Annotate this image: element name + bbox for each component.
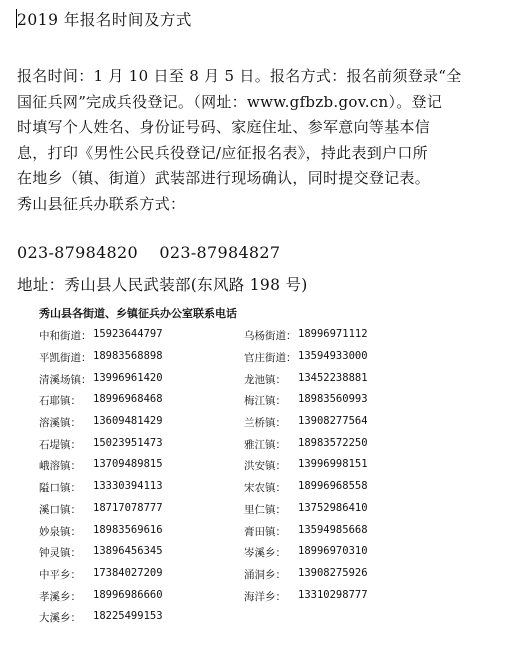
contact-phone: 13452238881 — [298, 371, 368, 384]
contact-phone: 15923644797 — [93, 328, 163, 341]
contact-phone: 18996968468 — [93, 393, 163, 406]
contact-row — [39, 499, 479, 521]
contact-row — [39, 347, 479, 369]
body-line: 报名时间：1 月 10 日至 8 月 5 日。报名方式：报名前须登录“全 — [17, 67, 462, 85]
contact-row — [39, 520, 479, 542]
contact-phone: 13709489815 — [93, 458, 163, 471]
contact-name: 孝溪乡： — [39, 590, 81, 603]
contact-row — [39, 607, 479, 629]
contact-name: 涌洞乡： — [244, 568, 286, 581]
contact-name: 平凯街道： — [39, 352, 92, 365]
contact-row — [39, 477, 479, 499]
contact-entry — [244, 393, 449, 408]
contact-entry — [244, 502, 449, 517]
contact-entry — [39, 589, 244, 604]
contact-row — [39, 433, 479, 455]
office-address: 地址：秀山县人民武装部(东风路 198 号) — [17, 276, 308, 294]
contact-name: 洪安镇： — [244, 460, 286, 473]
contact-entry — [244, 480, 449, 495]
body-line: 秀山县征兵办联系方式： — [17, 194, 186, 213]
contact-entry — [39, 328, 244, 343]
contact-name: 宋农镇： — [244, 482, 286, 495]
page-title: 2019 年报名时间及方式 — [17, 11, 192, 29]
contact-name: 钟灵镇： — [39, 547, 81, 560]
contact-phone: 18996971112 — [298, 328, 368, 341]
contact-name: 官庄街道： — [244, 352, 297, 365]
contact-entry — [39, 502, 244, 517]
contact-phone: 13752986410 — [298, 501, 368, 514]
contact-entry — [244, 589, 449, 604]
contact-entry — [39, 458, 244, 473]
contact-row — [39, 455, 479, 477]
contact-name: 峨溶镇： — [39, 460, 81, 473]
contact-phone: 18983568898 — [93, 350, 163, 363]
body-paragraph — [17, 64, 499, 217]
contact-name: 梅江镇： — [244, 395, 286, 408]
contact-phone: 18717078777 — [93, 501, 163, 514]
contact-row — [39, 412, 479, 434]
contact-entry — [39, 524, 244, 539]
body-line: 时填写个人姓名、身份证号码、家庭住址、参军意向等基本信 — [17, 118, 431, 136]
contact-name: 中平乡： — [39, 568, 81, 581]
contact-phone: 13609481429 — [93, 415, 163, 428]
contact-name: 溪口镇： — [39, 503, 81, 516]
contact-entry — [39, 415, 244, 430]
contact-entry — [244, 458, 449, 473]
contact-entry — [244, 524, 449, 539]
contact-phone: 13310298777 — [298, 588, 368, 601]
contact-entry — [244, 372, 449, 387]
contact-phone: 18983569616 — [93, 523, 163, 536]
contact-entry — [244, 437, 449, 452]
contact-entry — [244, 415, 449, 430]
contact-name: 膏田镇： — [244, 525, 286, 538]
contact-phone: 18996986660 — [93, 588, 163, 601]
contact-name: 石耶镇： — [39, 395, 81, 408]
contact-name: 石堤镇： — [39, 438, 81, 451]
contact-entry — [39, 393, 244, 408]
contact-entry — [244, 545, 449, 560]
office-phone: 023-87984820 — [17, 243, 138, 262]
contact-name: 中和街道： — [39, 330, 92, 343]
contact-phone: 13908275926 — [298, 566, 368, 579]
contact-phone: 17384027209 — [93, 566, 163, 579]
contact-phone: 18996970310 — [298, 545, 368, 558]
contact-entry — [39, 480, 244, 495]
contact-table — [39, 325, 479, 629]
contact-name: 里仁镇： — [244, 503, 286, 516]
contact-entry — [244, 350, 449, 365]
contact-entry — [39, 437, 244, 452]
contact-phone: 13996961420 — [93, 371, 163, 384]
contact-phone: 18983572250 — [298, 436, 368, 449]
office-phone: 023-87984827 — [159, 243, 281, 262]
contact-row — [39, 585, 479, 607]
contact-name: 岑溪乡： — [244, 547, 286, 560]
contact-phone: 13330394113 — [93, 480, 163, 493]
contact-entry — [244, 567, 449, 582]
contact-name: 溶溪镇： — [39, 417, 81, 430]
contact-name: 大溪乡： — [39, 612, 81, 625]
contact-phone: 13594933000 — [298, 350, 368, 363]
contact-row — [39, 390, 479, 412]
contact-name: 清溪场镇： — [39, 373, 92, 386]
contact-name: 妙泉镇： — [39, 525, 81, 538]
contact-phone: 15023951473 — [93, 436, 163, 449]
contact-name: 隘口镇： — [39, 482, 81, 495]
contact-phone: 13908277564 — [298, 415, 368, 428]
body-line: 息，打印《男性公民兵役登记/应征报名表》，持此表到户口所 — [17, 143, 428, 162]
contact-name: 乌杨街道： — [244, 330, 297, 343]
contact-row — [39, 564, 479, 586]
office-phones — [17, 243, 296, 262]
contact-entry — [39, 545, 244, 560]
contact-name: 雅江镇： — [244, 438, 286, 451]
contact-entry — [39, 567, 244, 582]
contact-row — [39, 368, 479, 390]
contact-row — [39, 542, 479, 564]
contact-entry — [39, 350, 244, 365]
contact-entry — [244, 328, 449, 343]
body-line: 在地乡（镇、街道）武装部进行现场确认，同时提交登记表。 — [17, 169, 431, 187]
body-line: 国征兵网”完成兵役登记。（网址：www.gfbzb.gov.cn）。登记 — [17, 92, 443, 111]
contact-phone: 18225499153 — [93, 610, 163, 623]
contact-phone: 13896456345 — [93, 545, 163, 558]
contact-phone: 13594985668 — [298, 523, 368, 536]
contact-name: 龙池镇： — [244, 373, 286, 386]
contact-phone: 18983560993 — [298, 393, 368, 406]
contact-name: 海洋乡： — [244, 590, 286, 603]
contact-name: 兰桥镇： — [244, 417, 286, 430]
contact-row — [39, 325, 479, 347]
contact-table-title: 秀山县各街道、乡镇征兵办公室联系电话 — [39, 307, 237, 320]
contact-entry — [39, 610, 244, 625]
contact-phone: 13996998151 — [298, 458, 368, 471]
contact-entry — [39, 372, 244, 387]
contact-phone: 18996968558 — [298, 480, 368, 493]
